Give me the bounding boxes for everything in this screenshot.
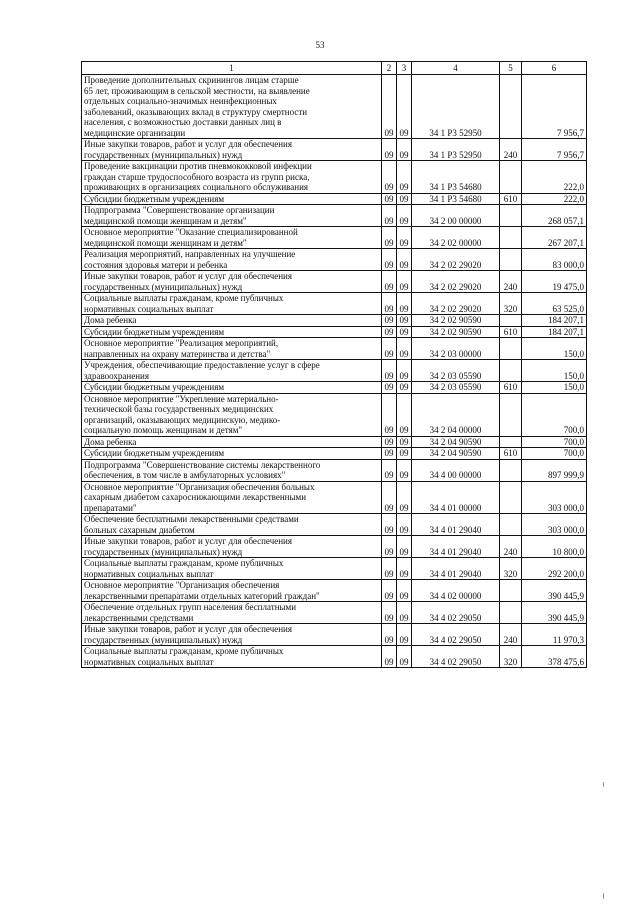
row-target-code: 34 4 02 00000 bbox=[412, 580, 500, 602]
row-target-code: 34 2 03 00000 bbox=[412, 338, 500, 360]
row-section: 09 bbox=[382, 646, 397, 668]
row-amount: 184 207,1 bbox=[522, 326, 587, 338]
row-name: Субсидии бюджетным учреждениям bbox=[82, 193, 382, 205]
row-section: 09 bbox=[382, 326, 397, 338]
header-col-4: 4 bbox=[412, 62, 500, 75]
table-row bbox=[82, 249, 587, 271]
row-amount: 897 999,9 bbox=[522, 459, 587, 481]
header-col-6: 6 bbox=[522, 62, 587, 75]
table-row bbox=[82, 514, 587, 536]
page-number: 53 bbox=[315, 40, 325, 50]
row-target-code: 34 4 00 00000 bbox=[412, 459, 500, 481]
row-subsection: 09 bbox=[397, 459, 412, 481]
row-amount: 150,0 bbox=[522, 360, 587, 382]
row-subsection: 09 bbox=[397, 338, 412, 360]
row-target-code: 34 1 P3 52950 bbox=[412, 139, 500, 161]
row-name: Иные закупки товаров, работ и услуг для обеспечения государственных (муниципальных) нужд bbox=[82, 536, 382, 558]
row-expense-type bbox=[500, 436, 522, 448]
row-section: 09 bbox=[382, 624, 397, 646]
row-target-code: 34 2 02 90590 bbox=[412, 326, 500, 338]
row-subsection: 09 bbox=[397, 624, 412, 646]
row-section: 09 bbox=[382, 193, 397, 205]
row-expense-type bbox=[500, 338, 522, 360]
row-amount: 222,0 bbox=[522, 161, 587, 194]
table-row bbox=[82, 193, 587, 205]
table-row bbox=[82, 75, 587, 139]
row-target-code: 34 1 P3 52950 bbox=[412, 75, 500, 139]
row-section: 09 bbox=[382, 249, 397, 271]
row-section: 09 bbox=[382, 161, 397, 194]
row-subsection: 09 bbox=[397, 75, 412, 139]
row-expense-type bbox=[500, 602, 522, 624]
row-section: 09 bbox=[382, 382, 397, 394]
row-section: 09 bbox=[382, 338, 397, 360]
row-subsection: 09 bbox=[397, 139, 412, 161]
row-expense-type: 240 bbox=[500, 271, 522, 293]
row-subsection: 09 bbox=[397, 227, 412, 249]
row-subsection: 09 bbox=[397, 382, 412, 394]
row-target-code: 34 2 04 90590 bbox=[412, 436, 500, 448]
row-target-code: 34 2 02 29020 bbox=[412, 293, 500, 315]
row-name: Основное мероприятие "Укрепление материально- технической базы государственных медицинских организаций, оказывающих медицинскую, медико- социальную помощь женщинам и детям" bbox=[82, 393, 382, 436]
row-amount: 267 207,1 bbox=[522, 227, 587, 249]
row-target-code: 34 4 01 29040 bbox=[412, 536, 500, 558]
row-name: Субсидии бюджетным учреждениям bbox=[82, 382, 382, 394]
row-name: Социальные выплаты гражданам, кроме публичных нормативных социальных выплат bbox=[82, 558, 382, 580]
row-section: 09 bbox=[382, 139, 397, 161]
row-amount: 150,0 bbox=[522, 382, 587, 394]
table-row bbox=[82, 139, 587, 161]
row-amount: 222,0 bbox=[522, 193, 587, 205]
row-target-code: 34 2 02 29020 bbox=[412, 271, 500, 293]
row-subsection: 09 bbox=[397, 205, 412, 227]
header-row bbox=[82, 62, 587, 75]
table-row bbox=[82, 360, 587, 382]
header-col-2: 2 bbox=[382, 62, 397, 75]
row-target-code: 34 2 04 90590 bbox=[412, 448, 500, 460]
row-name: Проведение дополнительных скринингов лицам старше 65 лет, проживающим в сельской местности, на выявление отдельных социально-значимых неинфекционных заболеваний, оказывающих вклад в структуру смертности населения, с возможностью доставки данных лиц в медицинские организации bbox=[82, 75, 382, 139]
row-expense-type bbox=[500, 75, 522, 139]
row-name: Подпрограмма "Совершенствование организации медицинской помощи женщинам и детям" bbox=[82, 205, 382, 227]
row-section: 09 bbox=[382, 227, 397, 249]
row-section: 09 bbox=[382, 448, 397, 460]
row-name: Дома ребенка bbox=[82, 436, 382, 448]
row-name: Иные закупки товаров, работ и услуг для обеспечения государственных (муниципальных) нужд bbox=[82, 139, 382, 161]
table-row bbox=[82, 558, 587, 580]
row-expense-type: 610 bbox=[500, 382, 522, 394]
row-subsection: 09 bbox=[397, 271, 412, 293]
row-expense-type bbox=[500, 249, 522, 271]
row-name: Обеспечение отдельных групп населения бесплатными лекарственными средствами bbox=[82, 602, 382, 624]
row-name: Основное мероприятие "Реализация мероприятий, направленных на охрану материнства и детства" bbox=[82, 338, 382, 360]
row-expense-type bbox=[500, 459, 522, 481]
table-row bbox=[82, 271, 587, 293]
table-body bbox=[82, 75, 587, 668]
row-target-code: 34 2 02 29020 bbox=[412, 249, 500, 271]
header-col-3: 3 bbox=[397, 62, 412, 75]
row-name: Социальные выплаты гражданам, кроме публичных нормативных социальных выплат bbox=[82, 293, 382, 315]
table-row bbox=[82, 338, 587, 360]
row-expense-type: 240 bbox=[500, 536, 522, 558]
row-target-code: 34 1 P3 54680 bbox=[412, 161, 500, 194]
row-section: 09 bbox=[382, 293, 397, 315]
row-subsection: 09 bbox=[397, 293, 412, 315]
header-col-5: 5 bbox=[500, 62, 522, 75]
table-row bbox=[82, 393, 587, 436]
row-subsection: 09 bbox=[397, 646, 412, 668]
row-amount: 10 800,0 bbox=[522, 536, 587, 558]
row-subsection: 09 bbox=[397, 602, 412, 624]
table-row bbox=[82, 459, 587, 481]
row-section: 09 bbox=[382, 459, 397, 481]
row-expense-type bbox=[500, 315, 522, 327]
row-section: 09 bbox=[382, 514, 397, 536]
row-target-code: 34 2 00 00000 bbox=[412, 205, 500, 227]
table-row bbox=[82, 315, 587, 327]
row-expense-type: 610 bbox=[500, 326, 522, 338]
row-subsection: 09 bbox=[397, 580, 412, 602]
margin-mark bbox=[603, 782, 604, 787]
row-target-code: 34 2 04 00000 bbox=[412, 393, 500, 436]
table-row bbox=[82, 293, 587, 315]
row-expense-type bbox=[500, 514, 522, 536]
row-subsection: 09 bbox=[397, 161, 412, 194]
table-header bbox=[82, 62, 587, 75]
row-amount: 150,0 bbox=[522, 338, 587, 360]
row-amount: 7 956,7 bbox=[522, 75, 587, 139]
row-subsection: 09 bbox=[397, 193, 412, 205]
row-target-code: 34 2 02 00000 bbox=[412, 227, 500, 249]
row-section: 09 bbox=[382, 558, 397, 580]
row-subsection: 09 bbox=[397, 558, 412, 580]
header-col-1: 1 bbox=[82, 62, 382, 75]
row-amount: 303 000,0 bbox=[522, 481, 587, 514]
row-section: 09 bbox=[382, 436, 397, 448]
row-amount: 63 525,0 bbox=[522, 293, 587, 315]
row-amount: 292 200,0 bbox=[522, 558, 587, 580]
row-subsection: 09 bbox=[397, 436, 412, 448]
row-expense-type bbox=[500, 393, 522, 436]
row-name: Субсидии бюджетным учреждениям bbox=[82, 448, 382, 460]
row-amount: 184 207,1 bbox=[522, 315, 587, 327]
row-section: 09 bbox=[382, 580, 397, 602]
row-name: Основное мероприятие "Оказание специализированной медицинской помощи женщинам и детям" bbox=[82, 227, 382, 249]
row-name: Субсидии бюджетным учреждениям bbox=[82, 326, 382, 338]
table-row bbox=[82, 646, 587, 668]
row-name: Реализация мероприятий, направленных на улучшение состояния здоровья матери и ребенка bbox=[82, 249, 382, 271]
row-name: Иные закупки товаров, работ и услуг для обеспечения государственных (муниципальных) нужд bbox=[82, 271, 382, 293]
row-name: Социальные выплаты гражданам, кроме публичных нормативных социальных выплат bbox=[82, 646, 382, 668]
row-section: 09 bbox=[382, 271, 397, 293]
table-row bbox=[82, 161, 587, 194]
row-section: 09 bbox=[382, 481, 397, 514]
row-target-code: 34 4 01 00000 bbox=[412, 481, 500, 514]
row-subsection: 09 bbox=[397, 249, 412, 271]
row-subsection: 09 bbox=[397, 326, 412, 338]
row-subsection: 09 bbox=[397, 536, 412, 558]
row-target-code: 34 2 03 05590 bbox=[412, 382, 500, 394]
row-target-code: 34 4 02 29050 bbox=[412, 624, 500, 646]
row-name: Иные закупки товаров, работ и услуг для обеспечения государственных (муниципальных) нужд bbox=[82, 624, 382, 646]
table-row bbox=[82, 227, 587, 249]
row-expense-type bbox=[500, 161, 522, 194]
row-section: 09 bbox=[382, 360, 397, 382]
table-row bbox=[82, 536, 587, 558]
table-row bbox=[82, 436, 587, 448]
row-name: Проведение вакцинации против пневмококковой инфекции граждан старше трудоспособного возраста из групп риска, проживающих в организациях социального обслуживания bbox=[82, 161, 382, 194]
row-expense-type bbox=[500, 205, 522, 227]
budget-table bbox=[81, 61, 587, 668]
table-row bbox=[82, 205, 587, 227]
row-amount: 83 000,0 bbox=[522, 249, 587, 271]
row-subsection: 09 bbox=[397, 448, 412, 460]
row-amount: 19 475,0 bbox=[522, 271, 587, 293]
row-expense-type bbox=[500, 580, 522, 602]
row-expense-type: 320 bbox=[500, 293, 522, 315]
row-expense-type: 610 bbox=[500, 448, 522, 460]
row-section: 09 bbox=[382, 602, 397, 624]
row-name: Основное мероприятие "Организация обеспечения больных сахарным диабетом сахароснижающими лекарственными препаратами" bbox=[82, 481, 382, 514]
row-amount: 378 475,6 bbox=[522, 646, 587, 668]
row-amount: 11 970,3 bbox=[522, 624, 587, 646]
table-row bbox=[82, 602, 587, 624]
row-expense-type: 610 bbox=[500, 193, 522, 205]
row-expense-type: 320 bbox=[500, 646, 522, 668]
row-section: 09 bbox=[382, 205, 397, 227]
row-target-code: 34 2 02 90590 bbox=[412, 315, 500, 327]
row-section: 09 bbox=[382, 315, 397, 327]
row-section: 09 bbox=[382, 536, 397, 558]
row-target-code: 34 4 01 29040 bbox=[412, 558, 500, 580]
row-name: Основное мероприятие "Организация обеспечения лекарственными препаратами отдельных категорий граждан" bbox=[82, 580, 382, 602]
row-subsection: 09 bbox=[397, 360, 412, 382]
table-row bbox=[82, 448, 587, 460]
row-subsection: 09 bbox=[397, 393, 412, 436]
row-amount: 303 000,0 bbox=[522, 514, 587, 536]
row-amount: 7 956,7 bbox=[522, 139, 587, 161]
row-expense-type bbox=[500, 227, 522, 249]
row-subsection: 09 bbox=[397, 514, 412, 536]
row-expense-type: 240 bbox=[500, 139, 522, 161]
row-section: 09 bbox=[382, 393, 397, 436]
row-expense-type: 320 bbox=[500, 558, 522, 580]
row-name: Обеспечение бесплатными лекарственными средствами больных сахарным диабетом bbox=[82, 514, 382, 536]
row-amount: 700,0 bbox=[522, 436, 587, 448]
margin-mark bbox=[603, 893, 604, 899]
row-name: Подпрограмма "Совершенствование системы лекарственного обеспечения, в том числе в амбулаторных условиях" bbox=[82, 459, 382, 481]
row-amount: 700,0 bbox=[522, 448, 587, 460]
row-subsection: 09 bbox=[397, 481, 412, 514]
row-target-code: 34 1 P3 54680 bbox=[412, 193, 500, 205]
row-expense-type bbox=[500, 481, 522, 514]
table-row bbox=[82, 481, 587, 514]
row-target-code: 34 4 02 29050 bbox=[412, 602, 500, 624]
row-expense-type: 240 bbox=[500, 624, 522, 646]
table-row bbox=[82, 382, 587, 394]
row-target-code: 34 4 01 29040 bbox=[412, 514, 500, 536]
row-amount: 700,0 bbox=[522, 393, 587, 436]
row-expense-type bbox=[500, 360, 522, 382]
row-amount: 390 445,9 bbox=[522, 580, 587, 602]
row-amount: 268 057,1 bbox=[522, 205, 587, 227]
row-target-code: 34 4 02 29050 bbox=[412, 646, 500, 668]
table-row bbox=[82, 326, 587, 338]
table-row bbox=[82, 624, 587, 646]
row-name: Учреждения, обеспечивающие предоставление услуг в сфере здравоохранения bbox=[82, 360, 382, 382]
row-section: 09 bbox=[382, 75, 397, 139]
row-amount: 390 445,9 bbox=[522, 602, 587, 624]
row-subsection: 09 bbox=[397, 315, 412, 327]
table-row bbox=[82, 580, 587, 602]
row-name: Дома ребенка bbox=[82, 315, 382, 327]
row-target-code: 34 2 03 05590 bbox=[412, 360, 500, 382]
